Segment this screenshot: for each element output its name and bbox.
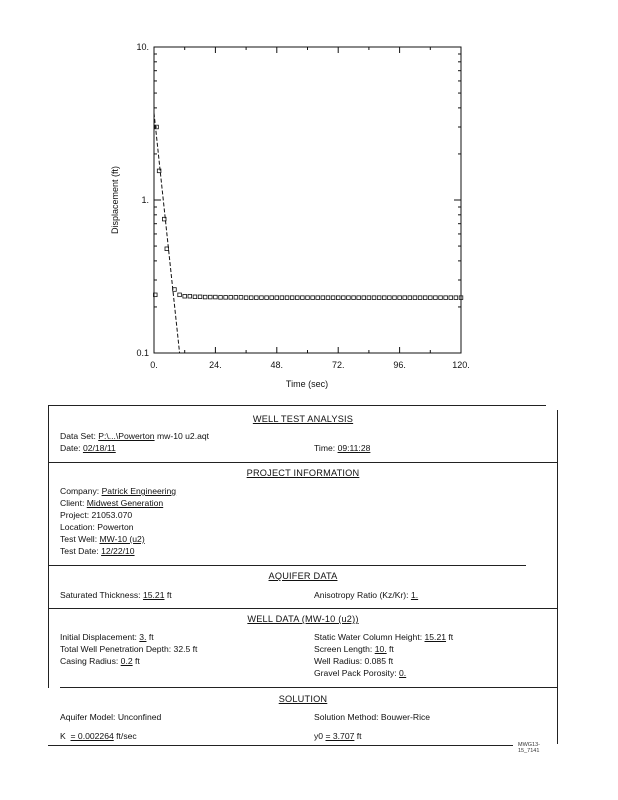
casing-radius-row: Casing Radius: 0.2 ft — [60, 656, 140, 666]
data-point — [229, 296, 233, 300]
data-point — [311, 296, 315, 300]
y0-row: y0 = 3.707 ft — [314, 731, 362, 741]
data-point — [439, 296, 443, 300]
data-point — [423, 296, 427, 300]
data-point — [183, 294, 187, 298]
data-point — [367, 296, 371, 300]
left-border — [48, 405, 49, 688]
data-point — [214, 295, 218, 299]
data-point — [418, 296, 422, 300]
data-point — [342, 296, 346, 300]
data-point — [208, 295, 212, 299]
data-set-path: P:\...\Powerton — [98, 431, 155, 441]
data-point — [193, 295, 197, 299]
data-point — [234, 296, 238, 300]
data-point — [203, 295, 207, 299]
well-test-report — [48, 405, 558, 754]
well-radius-row: Well Radius: 0.085 ft — [314, 656, 394, 666]
data-point — [244, 296, 248, 300]
rule-after-project — [48, 565, 526, 566]
data-point — [449, 296, 453, 300]
x-tick-label: 0. — [150, 360, 158, 370]
solution-method-row: Solution Method: Bouwer-Rice — [314, 712, 431, 722]
client-row: Client: Midwest Generation — [60, 498, 164, 508]
static-column-row: Static Water Column Height: 15.21 ft — [314, 632, 454, 642]
data-point — [444, 296, 448, 300]
data-point — [336, 296, 340, 300]
data-point — [285, 296, 289, 300]
data-point — [377, 296, 381, 300]
data-point — [239, 296, 243, 300]
data-point — [398, 296, 402, 300]
aquifer-model-row: Aquifer Model: Unconfined — [60, 712, 162, 722]
test-well-row: Test Well: MW-10 (u2) — [60, 534, 145, 544]
data-point — [255, 296, 259, 300]
x-tick-label: 96. — [393, 360, 406, 370]
project-info-title: PROJECT INFORMATION — [246, 468, 360, 478]
y-tick-label: 1. — [141, 195, 149, 205]
date-value: 02/18/11 — [82, 443, 116, 453]
data-point — [331, 296, 335, 300]
data-point — [198, 295, 202, 299]
x-tick-label: 120. — [452, 360, 470, 370]
test-date-row: Test Date: 12/22/10 — [60, 546, 135, 556]
report-title: WELL TEST ANALYSIS — [252, 414, 354, 424]
data-point — [393, 296, 397, 300]
data-point — [382, 296, 386, 300]
top-rule-left — [48, 405, 546, 406]
date-row: Date: 02/18/11 — [60, 443, 116, 453]
data-set-file: mw-10 u2.aqt — [156, 431, 210, 441]
company-row: Company: Patrick Engineering — [60, 486, 177, 496]
location-row: Location: Powerton — [60, 522, 134, 532]
well-data-title: WELL DATA (MW-10 (u2)) — [247, 614, 359, 624]
data-point — [178, 293, 182, 297]
data-point — [347, 296, 351, 300]
x-tick-label: 72. — [331, 360, 345, 370]
rule-bottom — [48, 745, 513, 746]
data-point — [188, 294, 192, 298]
aquifer-data-title: AQUIFER DATA — [268, 571, 338, 581]
data-point — [326, 296, 330, 300]
saturated-thickness-row: Saturated Thickness: 15.21 ft — [60, 590, 172, 600]
y-axis-ticks — [136, 42, 461, 358]
time-value: 09:11:28 — [337, 443, 371, 453]
data-point — [403, 296, 407, 300]
x-tick-label: 48. — [270, 360, 284, 370]
data-point — [429, 296, 433, 300]
project-row: Project: 21053.070 — [60, 510, 133, 520]
anisotropy-row: Anisotropy Ratio (Kz/Kr): 1. — [314, 590, 419, 600]
y-axis-label: Displacement (ft) — [110, 165, 120, 235]
data-point — [372, 296, 376, 300]
data-point — [434, 296, 438, 300]
data-set-row: Data Set: P:\...\Powerton mw-10 u2.aqt — [60, 431, 210, 441]
data-point — [301, 296, 305, 300]
data-point — [388, 296, 392, 300]
k-row: K = 0.002264 ft/sec — [60, 731, 137, 741]
data-point — [219, 296, 223, 300]
x-tick-label: 24. — [209, 360, 222, 370]
rule-after-well — [60, 687, 558, 688]
rule-after-aquifer — [48, 608, 558, 609]
data-point — [362, 296, 366, 300]
data-point — [321, 296, 325, 300]
data-point — [357, 296, 361, 300]
solution-title: SOLUTION — [278, 694, 328, 704]
data-point — [275, 296, 279, 300]
x-axis-label: Time (sec) — [285, 379, 329, 389]
data-point — [270, 296, 274, 300]
data-point — [295, 296, 299, 300]
data-point — [306, 296, 310, 300]
fit-line-group — [154, 113, 180, 353]
data-point — [408, 296, 412, 300]
data-point — [280, 296, 284, 300]
plot-frame — [154, 47, 461, 353]
x-axis-ticks — [150, 47, 470, 370]
initial-displacement-row: Initial Displacement: 3. ft — [60, 632, 154, 642]
data-point — [316, 296, 320, 300]
data-point — [260, 296, 264, 300]
data-point — [224, 296, 228, 300]
y-tick-label: 10. — [136, 42, 149, 52]
rule-after-analysis — [48, 462, 558, 463]
data-point — [290, 296, 294, 300]
data-point — [454, 296, 458, 300]
gravel-pack-row: Gravel Pack Porosity: 0. — [314, 668, 407, 678]
data-point — [413, 296, 417, 300]
screen-length-row: Screen Length: 10. ft — [314, 644, 394, 654]
y-tick-label: 0.1 — [136, 348, 149, 358]
fit-line — [154, 113, 180, 353]
data-point — [352, 296, 356, 300]
data-point — [265, 296, 269, 300]
data-point — [249, 296, 253, 300]
penetration-row: Total Well Penetration Depth: 32.5 ft — [60, 644, 198, 654]
footer-code: MWG13-15_7141 — [518, 742, 540, 754]
data-points-group — [153, 125, 462, 299]
time-row: Time: 09:11:28 — [314, 443, 371, 453]
